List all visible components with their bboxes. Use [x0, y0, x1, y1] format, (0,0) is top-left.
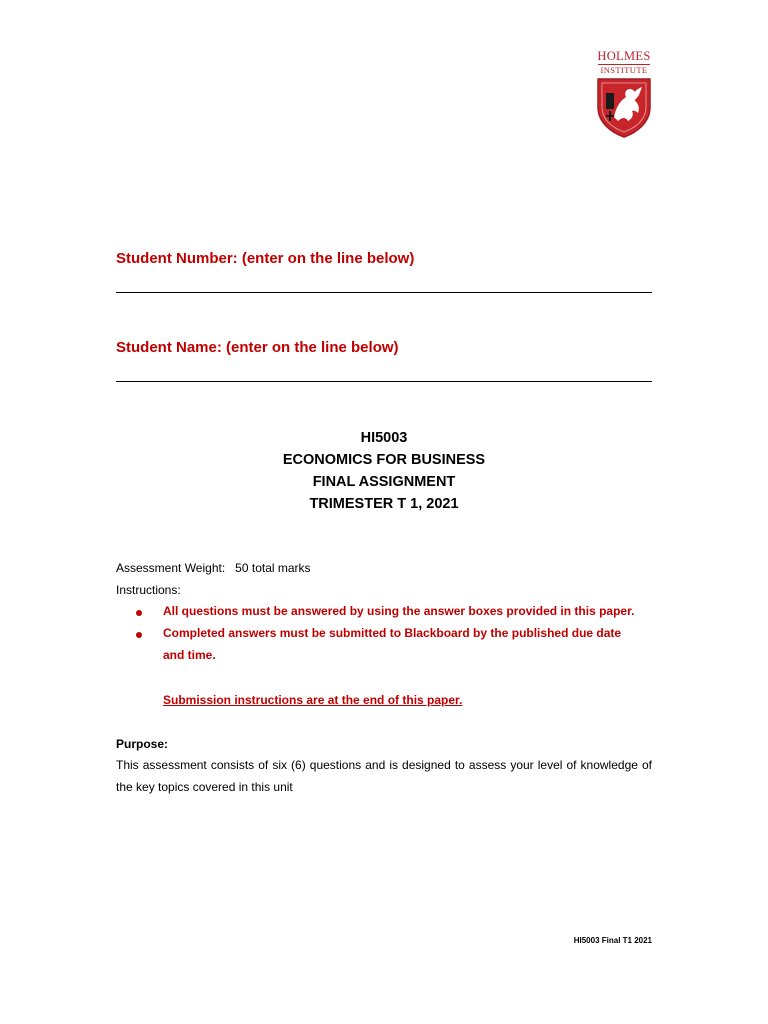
logo-subtitle: INSTITUTE: [600, 65, 648, 75]
assessment-weight: [116, 561, 311, 575]
student-name-line[interactable]: [116, 381, 652, 382]
assignment-type: FINAL ASSIGNMENT: [312, 474, 456, 490]
bullet-icon: [136, 632, 142, 638]
purpose-text: This assessment consists of six (6) questions and is designed to assess your level of knowledge of the key topics covered in this unit: [116, 758, 652, 794]
instructions-label: Instructions:: [116, 583, 181, 597]
course-code: HI5003: [360, 430, 408, 446]
submission-instructions-note: Submission instructions are at the end of this paper.: [163, 693, 463, 707]
assessment-weight-label: Assessment Weight:: [116, 561, 226, 575]
student-name-label: Student Name: (enter on the line below): [116, 339, 399, 356]
assessment-weight-value: 50 total marks: [235, 561, 311, 575]
logo-wordmark: HOLMES: [597, 49, 651, 63]
instruction-text: All questions must be answered by using the answer boxes provided in this paper.: [163, 604, 635, 618]
bullet-icon: [136, 610, 142, 616]
page-footer: HI5003 Final T1 2021: [573, 936, 652, 945]
course-name: ECONOMICS FOR BUSINESS: [282, 452, 486, 468]
instruction-text: Completed answers must be submitted to Blackboard by the published due date and time.: [163, 626, 622, 662]
student-number-label: Student Number: (enter on the line below): [116, 250, 415, 267]
holmes-institute-logo: [594, 50, 654, 139]
trimester: TRIMESTER T 1, 2021: [309, 496, 459, 512]
purpose-label: Purpose:: [116, 737, 169, 751]
shield-crest-icon: [596, 77, 652, 139]
document-title-block: [0, 427, 768, 515]
student-number-line[interactable]: [116, 292, 652, 293]
